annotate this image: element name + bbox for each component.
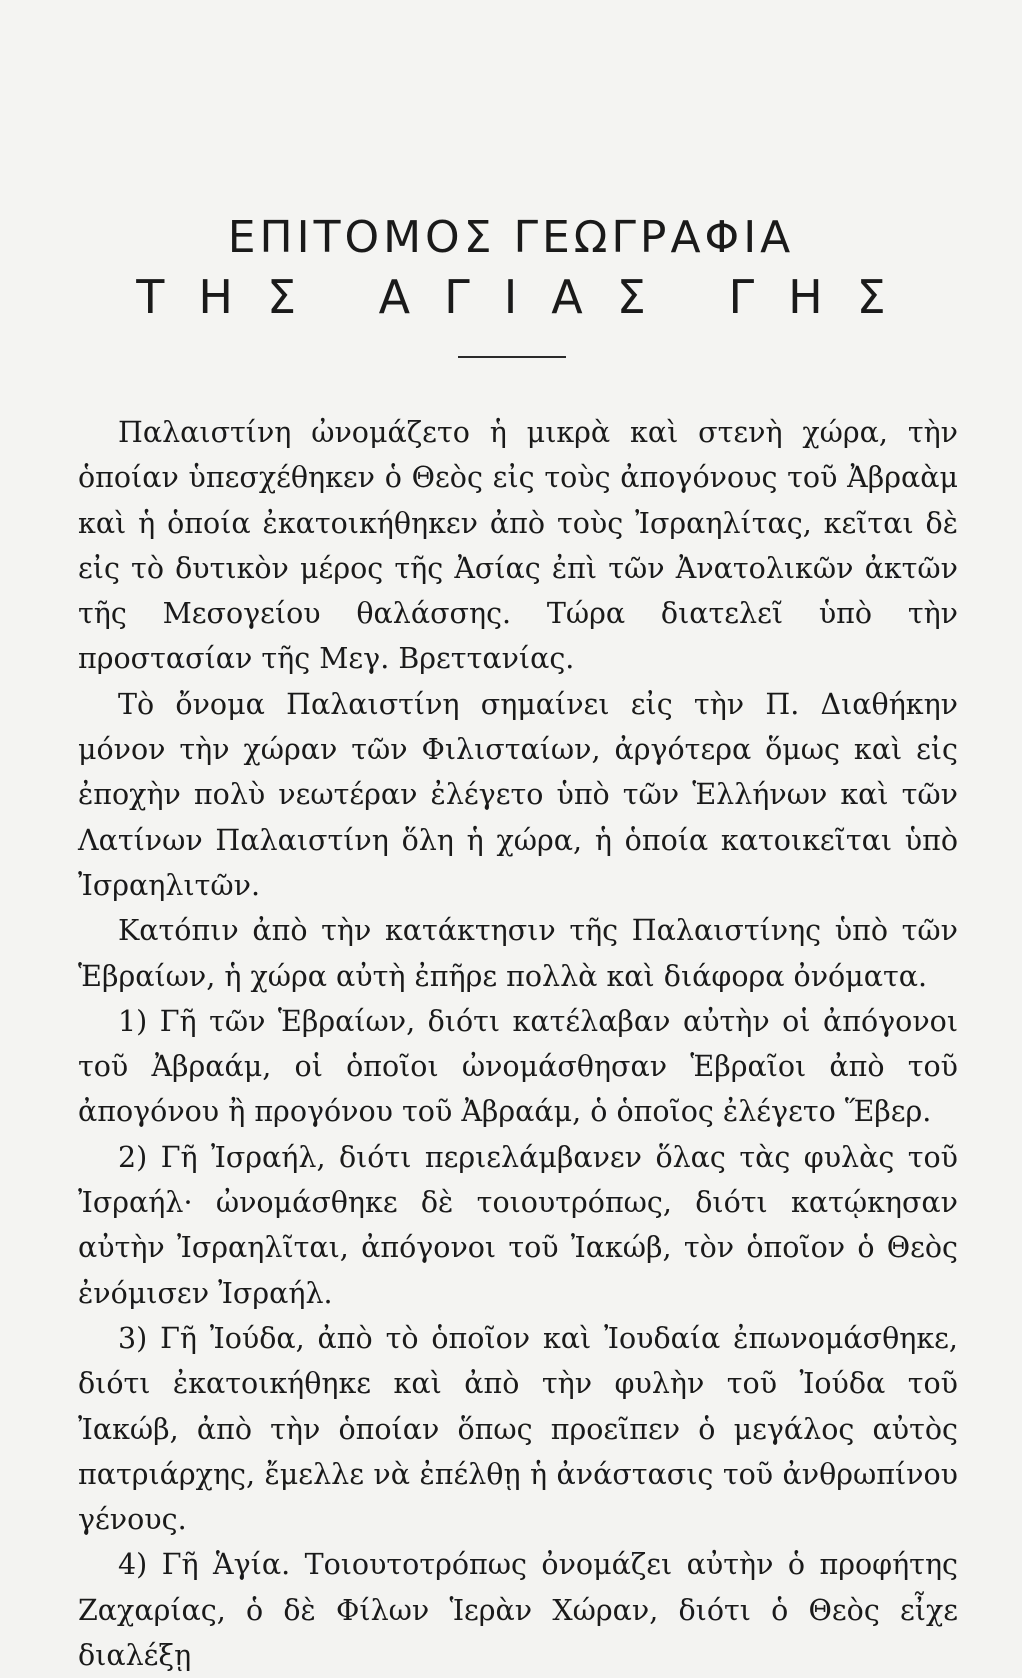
title-line-1: ΕΠΙΤΟΜΟΣ ΓΕΩΓΡΑΦΙΑ [227,212,795,263]
paragraph: Παλαιστίνη ὠνομάζετο ἡ μικρὰ καὶ στενὴ χώρα, τὴν ὁποίαν ὑπεσχέθηκεν ὁ Θεὸς εἰς τοὺς ἀπογόνους τοῦ Ἀβραὰμ καὶ ἡ ὁποία ἐκατοικήθηκεν ἀπὸ τοὺς Ἰσραηλίτας, κεῖται δὲ εἰς τὸ δυτικὸν μέρος τῆς Ἀσίας ἐπὶ τῶν Ἀνατολικῶν ἀκτῶν τῆς Μεσογείου θαλάσσης. Τώρα διατελεῖ ὑπὸ τὴν προστασίαν τῆς Μεγ. Βρεττανίας. [78,416,958,676]
paragraph: Κατόπιν ἀπὸ τὴν κατάκτησιν τῆς Παλαιστίνης ὑπὸ τῶν Ἑβραίων, ἡ χώρα αὐτὴ ἐπῆρε πολλὰ καὶ διάφορα ὀνόματα. [78,914,958,993]
paragraph: 2) Γῆ Ἰσραήλ, διότι περιελάμβανεν ὅλας τὰς φυλὰς τοῦ Ἰσραήλ· ὠνομάσθηκε δὲ τοιουτρόπως, διότι κατῴκησαν αὐτὴν Ἰσραηλῖται, ἀπόγονοι τοῦ Ἰακώβ, τὸν ὁποῖον ὁ Θεὸς ἐνόμισεν Ἰσραήλ. [78,1140,958,1310]
title-line-2: ΤΗΣ ΑΓΙΑΣ ΓΗΣ [136,270,920,324]
body-text [78,410,958,1678]
paragraph: 4) Γῆ Ἁγία. Τοιουτοτρόπως ὀνομάζει αὐτὴν ὁ προφήτης Ζαχαρίας, ὁ δὲ Φίλων Ἱερὰν Χώραν, διότι ὁ Θεὸς εἶχε διαλέξῃ [78,1548,958,1673]
paragraph: Τὸ ὄνομα Παλαιστίνη σημαίνει εἰς τὴν Π. Διαθήκην μόνον τὴν χώραν τῶν Φιλισταίων, ἀργότερα ὅμως καὶ εἰς ἐποχὴν πολὺ νεωτέραν ἐλέγετο ὑπὸ τῶν Ἑλλήνων καὶ τῶν Λατίνων Παλαιστίνη ὅλη ἡ χώρα, ἡ ὁποία κατοικεῖται ὑπὸ Ἰσραηλιτῶν. [78,687,958,902]
title-divider [458,356,566,358]
paragraph: 3) Γῆ Ἰούδα, ἀπὸ τὸ ὁποῖον καὶ Ἰουδαία ἐπωνομάσθηκε, διότι ἐκατοικήθηκε καὶ ἀπὸ τὴν φυλὴν τοῦ Ἰούδα τοῦ Ἰακώβ, ἀπὸ τὴν ὁποίαν ὅπως προεῖπεν ὁ μεγάλος αὐτὸς πατριάρχης, ἔμελλε νὰ ἐπέλθῃ ἡ ἀνάστασις τοῦ ἀνθρωπίνου γένους. [78,1321,958,1537]
paragraph: 1) Γῆ τῶν Ἑβραίων, διότι κατέλαβαν αὐτὴν οἱ ἀπόγονοι τοῦ Ἀβραάμ, οἱ ὁποῖοι ὠνομάσθησαν Ἑβραῖοι ἀπὸ τοῦ ἀπογόνου ἢ προγόνου τοῦ Ἀβραάμ, ὁ ὁποῖος ἐλέγετο Ἕβερ. [78,1004,958,1129]
